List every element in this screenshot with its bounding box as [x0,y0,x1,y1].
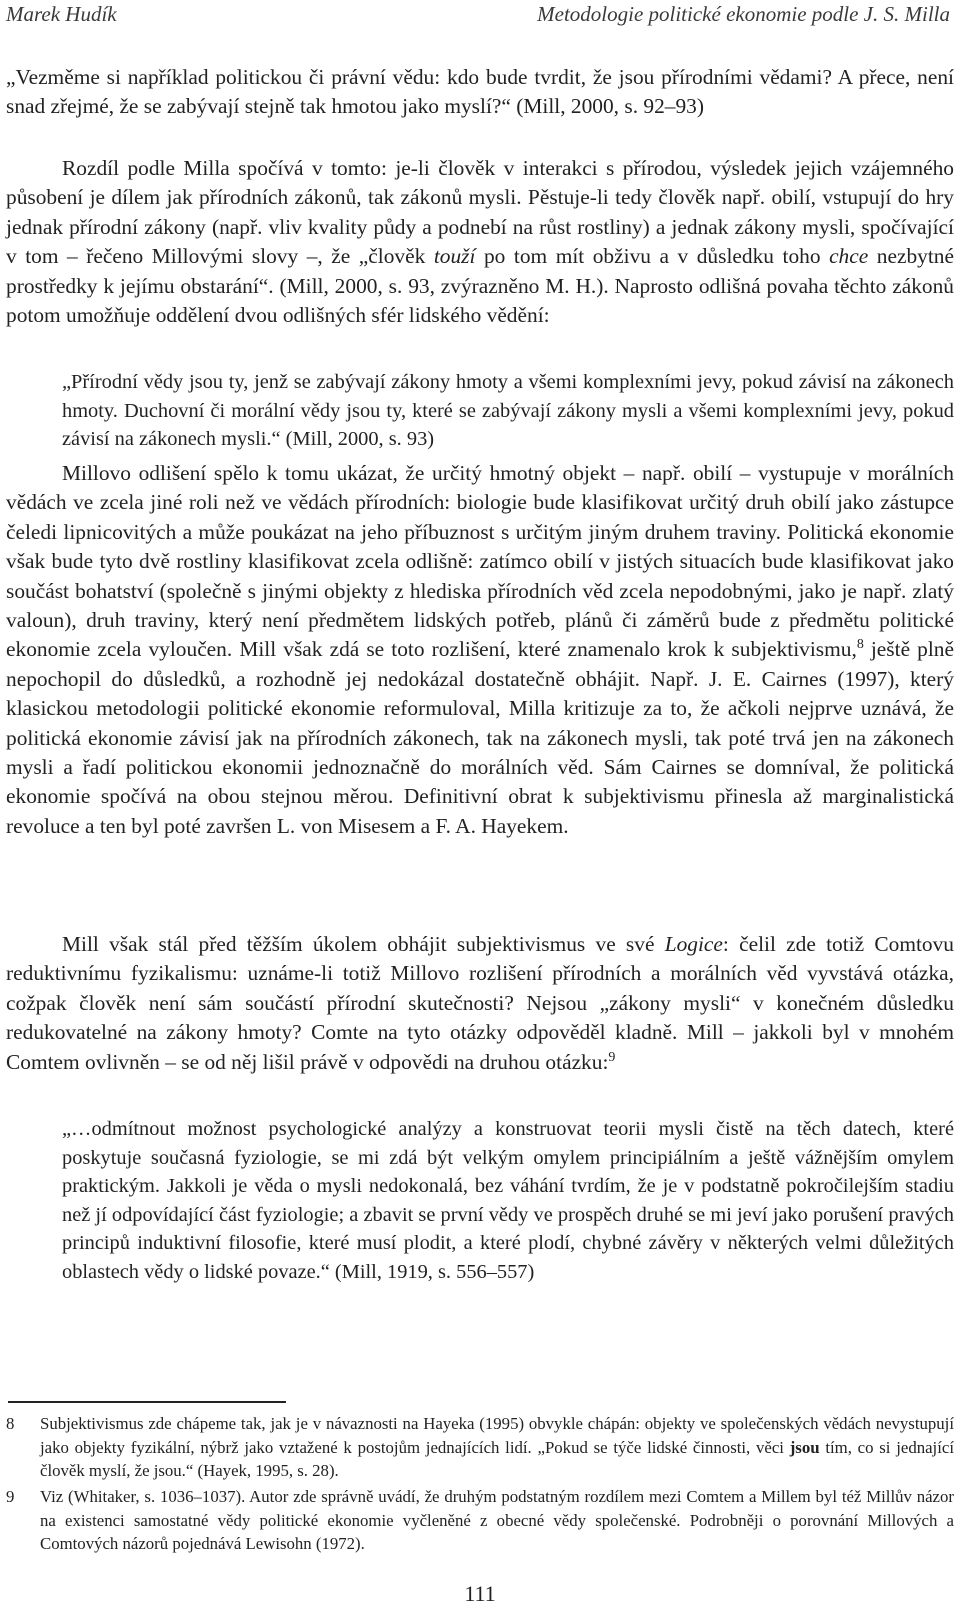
emphasis-text: chce [829,244,869,269]
body-paragraph-2 [6,459,954,841]
body-text: ještě plně nepochopil do důsledků, a rozhodně jej nedokázal dostatečně obhájit. Např. J. E. Cairnes (1997), který klasickou metodologii politické ekonomie reformuloval, Milla kritizuje za to, že ačkoli nejprve uznává, že politická ekonomie závisí jak na přírodních zákonech, tak na zákonech mysli, tak poté trvá jen na zákonech mysli a řadí politickou ekonomii jednoznačně do morálních věd. Sám Cairnes se domníval, že politická ekonomie spočívá na obou stejnou měrou. Definitivní obrat k subjektivismu přinesla až marginalistická revoluce a ten byl poté završen L. von Misesem a F. A. Hayekem. [6,637,954,838]
block-quote-text: „Přírodní vědy jsou ty, jenž se zabývají zákony hmoty a všemi komplexními jevy, pokud závisí na zákonech hmoty. Duchovní či morální vědy jsou ty, které se zabývají zákony mysli a všemi komplexními jevy, pokud závisí na zákonech mysli.“ (Mill, 2000, s. 93) [62,371,954,451]
footnote-number: 8 [6,1414,15,1433]
footnote-number: 9 [6,1487,15,1506]
body-text: : čelil zde totiž Comtovu reduktivnímu fyzikalismu: uznáme-li totiž Millovo rozlišení přírodních a morálních věd vyvstává otázka, cožpak člověk není sám součástí přírodní skutečnosti? Nejsou „zákony mysli“ v konečném důsledku redukovatelné na zákony hmoty? Comte na tyto otázky odpověděl kladně. Mill – jakkoli byl v mnohém Comtem ovlivněn – se od něj lišil právě v odpovědi na druhou otázku: [6,932,954,1074]
footnote-text: Viz (Whitaker, s. 1036–1037). Autor zde správně uvádí, že druhým podstatným rozdílem mezi Comtem a Millem byl též Millův názor na existenci samostatné vědy politické ekonomie vyčleněné z obecné vědy společenské. Podrobněji o porovnání Millových a Comtových názorů pojednává Lewisohn (1972). [40,1487,954,1554]
block-quote-text: „…odmítnout možnost psychologické analýzy a konstruovat teorii mysli čistě na těch datech, které poskytuje současná fyziologie, se mi zdá být velkým omylem principiálním a ještě vážnějším omylem praktickým. Jakkoli je věda o mysli nedokonalá, bez váhání tvrdím, že je v podstatně pokročilejším stadiu než jí odpovídající část fyziologie; a zbavit se první vědy ve prospěch druhé se mi jeví jako porušení pravých principů induktivní filosofie, které musí plodit, a které plodí, chybné závěry v některých velmi důležitých oblastech vědy o lidské povaze.“ (Mill, 1919, s. 556–557) [62,1118,954,1283]
block-quote-2 [62,1115,954,1287]
page-number: 111 [464,1581,496,1606]
body-paragraph-3 [6,930,954,1077]
body-text: po tom mít obživu a v důsledku toho [475,244,830,269]
block-quote-1 [62,368,954,454]
body-text: Mill však stál před těžším úkolem obhájit subjektivismus ve své [62,932,665,956]
body-text: Rozdíl podle Milla spočívá v tomto: je-li člověk v interakci s přírodou, výsledek jejich vzájemného působení je dílem jak přírodních zákonů, tak zákonů mysli. Pěstuje-li tedy člověk např. obilí, vstupují do hry jednak přírodní zákony (např. vliv kvality půdy a podnebí na růst rostliny) a jednak zákony mysli, spočívající v tom – řečeno Millovými slovy –, že „člověk [6,156,954,269]
body-paragraph-1 [6,154,954,330]
footnote-text [40,1412,954,1483]
footnote-ref-9[interactable]: 9 [608,1049,616,1065]
body-text: nezbytné prostředky k jejímu obstarání“. (Mill, 2000, s. 93, zvýrazněno M. H.). Naprosto odlišná povaha těchto zákonů potom umožňuje oddělení dvou odlišných sfér lidského vědění: [6,244,954,328]
header-author: Marek Hudík [6,2,117,26]
footnote-ref-8[interactable]: 8 [856,637,864,653]
footnote-bold-text: jsou [789,1437,820,1457]
book-title-italic: Logice [664,932,723,956]
quote-text: „Vezměme si například politickou či právní vědu: kdo bude tvrdit, že jsou přírodními vědami? A přece, není snad zřejmé, že se zabývají stejně tak hmotou jako myslí?“ (Mill, 2000, s. 92–93) [6,65,954,119]
footnote-text-part: tím, co si jednající člověk myslí, že jsou.“ (Hayek, 1995, s. 28). [40,1437,954,1481]
footnote-8 [6,1412,954,1483]
footnote-divider [8,1401,286,1403]
running-header [6,0,950,28]
body-text: Millovo odlišení spělo k tomu ukázat, že určitý hmotný objekt – např. obilí – vystupuje v morálních vědách ve zcela jiné roli než ve vědách přírodních: biologie bude klasifikovat určitý druh obilí jako zástupce čeledi lipnicovitých a může poukázat na jeho příbuznost s určitým jiným druhem traviny. Politická ekonomie však bude tyto dvě rostliny klasifikovat zcela odlišně: zatímco obilí v jistých situacích bude klasifikovat jako součást bohatství (společně s jinými objekty z hlediska přírodních věd zcela nepodobnými, jako je např. zlatý valoun), druh traviny, který není předmětem lidských potřeb, plánů či záměrů bude z předmětu politické ekonomie zcela vyloučen. Mill však zdá se toto rozlišení, které znamenalo krok k subjektivismu, [6,461,954,662]
footnote-text-part: Subjektivismus zde chápeme tak, jak je v návaznosti na Hayeka (1995) obvykle chápán: objekty ve společenských vědách nevystupují jako objekty fyzikální, nýbrž jako vztažené k postojům jednajících lidí. „Pokud se týče lidské činnosti, věci [40,1414,954,1457]
emphasis-text: touží [433,244,476,269]
quote-paragraph-1 [6,63,954,122]
header-title: Metodologie politické ekonomie podle J. S. Milla [537,2,950,26]
footnote-9 [6,1485,954,1556]
